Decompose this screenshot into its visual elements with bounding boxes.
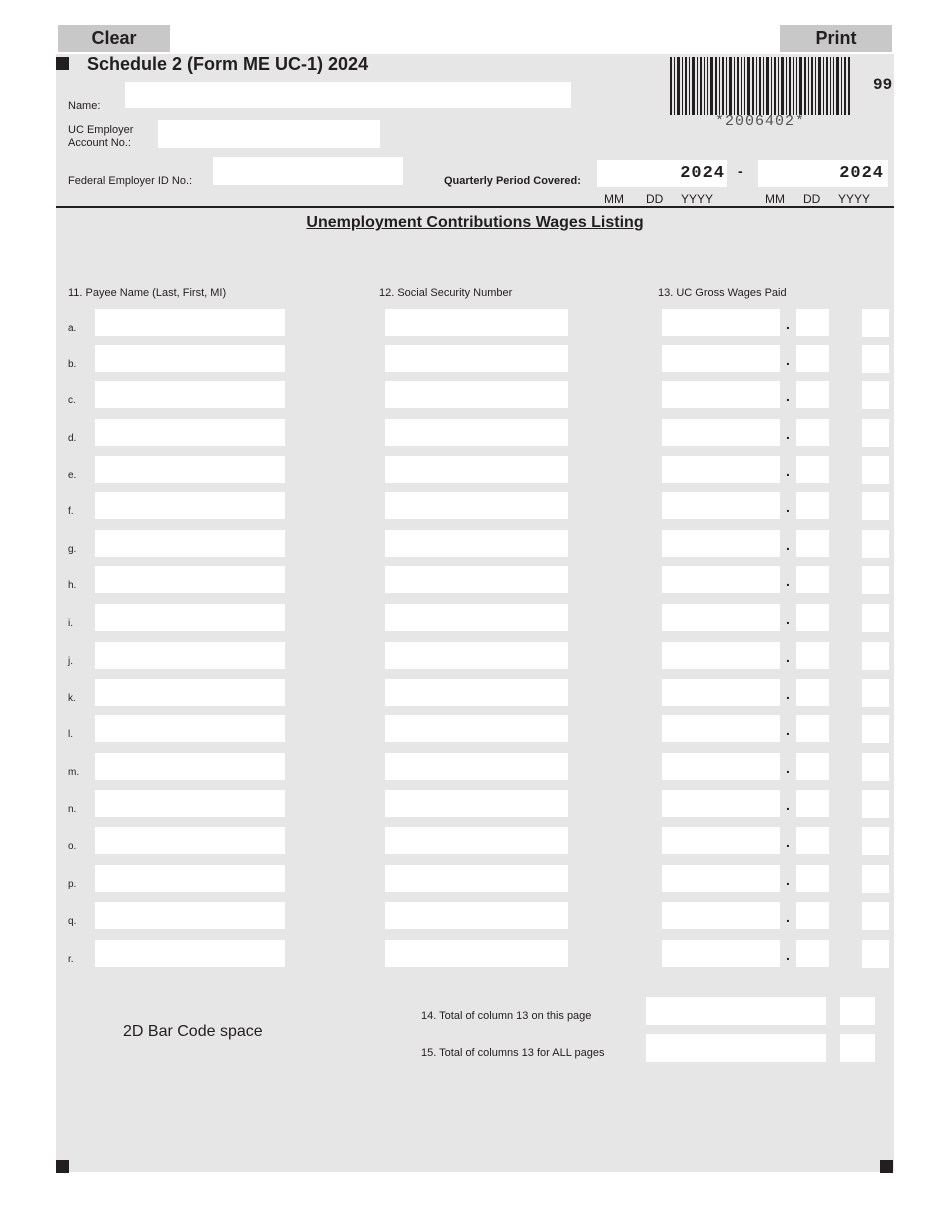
- row-extra-box[interactable]: [862, 642, 889, 670]
- ssn-input[interactable]: [385, 753, 568, 780]
- end-mm-caption: MM: [765, 192, 785, 206]
- decimal-point: .: [786, 722, 790, 738]
- payee-name-input[interactable]: [95, 566, 285, 593]
- wages-cents-input[interactable]: [796, 419, 829, 446]
- registration-mark-bottom-right: [880, 1160, 893, 1173]
- decimal-point: .: [786, 463, 790, 479]
- clear-button[interactable]: Clear: [58, 25, 170, 52]
- row-letter: j.: [68, 656, 73, 667]
- wages-cents-input[interactable]: [796, 345, 829, 372]
- row-extra-box[interactable]: [862, 309, 889, 337]
- row-letter: n.: [68, 804, 77, 815]
- start-dd-caption: DD: [646, 192, 664, 206]
- wages-cents-input[interactable]: [796, 604, 829, 631]
- row-letter: c.: [68, 395, 76, 406]
- wages-dollars-input[interactable]: [662, 309, 780, 336]
- fein-input[interactable]: [213, 157, 403, 185]
- date-range-dash: -: [738, 163, 743, 179]
- fein-label: Federal Employer ID No.:: [68, 175, 193, 187]
- ssn-input[interactable]: [385, 790, 568, 817]
- row-letter: g.: [68, 544, 77, 555]
- wages-dollars-input[interactable]: [662, 566, 780, 593]
- start-yyyy-caption: YYYY: [681, 192, 714, 206]
- row-extra-box[interactable]: [862, 530, 889, 558]
- uc-account-input[interactable]: [158, 120, 380, 148]
- row-letter: e.: [68, 470, 77, 481]
- ssn-input[interactable]: [385, 940, 568, 967]
- quarter-start-date-input[interactable]: 2024: [597, 160, 727, 187]
- end-dd-caption: DD: [803, 192, 821, 206]
- row-extra-box[interactable]: [862, 345, 889, 373]
- column-header-wages: 13. UC Gross Wages Paid: [658, 287, 787, 299]
- payee-name-input[interactable]: [95, 381, 285, 408]
- payee-name-input[interactable]: [95, 309, 285, 336]
- ssn-input[interactable]: [385, 865, 568, 892]
- row-letter: a.: [68, 323, 77, 334]
- payee-name-input[interactable]: [95, 642, 285, 669]
- decimal-point: .: [786, 388, 790, 404]
- print-button[interactable]: Print: [780, 25, 892, 52]
- ssn-input[interactable]: [385, 604, 568, 631]
- quarter-label: Quarterly Period Covered:: [444, 175, 581, 187]
- row-letter: h.: [68, 580, 77, 591]
- ssn-input[interactable]: [385, 381, 568, 408]
- ssn-input[interactable]: [385, 419, 568, 446]
- name-label: Name:: [68, 100, 101, 112]
- ssn-input[interactable]: [385, 309, 568, 336]
- row-letter: q.: [68, 916, 77, 927]
- quarter-end-date-input[interactable]: 2024: [758, 160, 888, 187]
- row-letter: p.: [68, 879, 77, 890]
- payee-name-input[interactable]: [95, 902, 285, 929]
- ssn-input[interactable]: [385, 456, 568, 483]
- payee-name-input[interactable]: [95, 530, 285, 557]
- ssn-input[interactable]: [385, 827, 568, 854]
- row-extra-box[interactable]: [862, 827, 889, 855]
- ssn-input[interactable]: [385, 642, 568, 669]
- row-letter: l.: [68, 729, 73, 740]
- wages-cents-input[interactable]: [796, 790, 829, 817]
- decimal-point: .: [786, 909, 790, 925]
- row-extra-box[interactable]: [862, 790, 889, 818]
- wages-dollars-input[interactable]: [662, 827, 780, 854]
- end-yyyy-caption: YYYY: [838, 192, 871, 206]
- decimal-point: .: [786, 872, 790, 888]
- payee-name-input[interactable]: [95, 940, 285, 967]
- name-input[interactable]: [125, 82, 571, 108]
- decimal-point: .: [786, 797, 790, 813]
- decimal-point: .: [786, 499, 790, 515]
- wages-cents-input[interactable]: [796, 865, 829, 892]
- ssn-input[interactable]: [385, 566, 568, 593]
- row-extra-box[interactable]: [862, 715, 889, 743]
- decimal-point: .: [786, 352, 790, 368]
- barcode-graphic: [670, 57, 852, 115]
- wages-dollars-input[interactable]: [662, 715, 780, 742]
- wages-cents-input[interactable]: [796, 715, 829, 742]
- payee-name-input[interactable]: [95, 345, 285, 372]
- payee-name-input[interactable]: [95, 679, 285, 706]
- payee-name-input[interactable]: [95, 827, 285, 854]
- wages-dollars-input[interactable]: [662, 419, 780, 446]
- row-extra-box[interactable]: [862, 566, 889, 594]
- decimal-point: .: [786, 834, 790, 850]
- row-extra-box[interactable]: [862, 902, 889, 930]
- payee-name-input[interactable]: [95, 790, 285, 817]
- payee-name-input[interactable]: [95, 715, 285, 742]
- row-extra-box[interactable]: [862, 456, 889, 484]
- total-line-14-label: 14. Total of column 13 on this page: [421, 1010, 592, 1022]
- total-page-cents-input[interactable]: [840, 997, 875, 1025]
- header-divider: [56, 206, 894, 208]
- wages-dollars-input[interactable]: [662, 940, 780, 967]
- ssn-input[interactable]: [385, 715, 568, 742]
- wages-dollars-input[interactable]: [662, 902, 780, 929]
- wages-dollars-input[interactable]: [662, 381, 780, 408]
- section-title: Unemployment Contributions Wages Listing: [306, 214, 644, 231]
- wages-cents-input[interactable]: [796, 940, 829, 967]
- uc-account-label-line1: UC Employer: [68, 124, 134, 136]
- payee-name-input[interactable]: [95, 753, 285, 780]
- decimal-point: .: [786, 426, 790, 442]
- registration-mark-bottom-left: [56, 1160, 69, 1173]
- ssn-input[interactable]: [385, 679, 568, 706]
- row-extra-box[interactable]: [862, 492, 889, 520]
- wages-dollars-input[interactable]: [662, 456, 780, 483]
- total-all-dollars-input[interactable]: [646, 1034, 826, 1062]
- wages-cents-input[interactable]: [796, 456, 829, 483]
- decimal-point: .: [786, 760, 790, 776]
- decimal-point: .: [786, 316, 790, 332]
- wages-dollars-input[interactable]: [662, 492, 780, 519]
- row-extra-box[interactable]: [862, 381, 889, 409]
- ssn-input[interactable]: [385, 530, 568, 557]
- barcode-space-label: 2D Bar Code space: [123, 1023, 263, 1040]
- row-letter: k.: [68, 693, 76, 704]
- page-code: 99: [873, 76, 893, 94]
- total-page-dollars-input[interactable]: [646, 997, 826, 1025]
- uc-account-label-line2: Account No.:: [68, 137, 131, 149]
- ssn-input[interactable]: [385, 492, 568, 519]
- decimal-point: .: [786, 649, 790, 665]
- wages-cents-input[interactable]: [796, 642, 829, 669]
- wages-cents-input[interactable]: [796, 827, 829, 854]
- row-extra-box[interactable]: [862, 679, 889, 707]
- payee-name-input[interactable]: [95, 604, 285, 631]
- row-letter: o.: [68, 841, 77, 852]
- wages-dollars-input[interactable]: [662, 679, 780, 706]
- wages-dollars-input[interactable]: [662, 642, 780, 669]
- page-title: Schedule 2 (Form ME UC-1) 2024: [87, 54, 369, 74]
- wages-dollars-input[interactable]: [662, 790, 780, 817]
- wages-dollars-input[interactable]: [662, 604, 780, 631]
- payee-name-input[interactable]: [95, 865, 285, 892]
- decimal-point: .: [786, 686, 790, 702]
- row-letter: r.: [68, 954, 74, 965]
- wages-cents-input[interactable]: [796, 492, 829, 519]
- wages-dollars-input[interactable]: [662, 753, 780, 780]
- wages-cents-input[interactable]: [796, 530, 829, 557]
- payee-name-input[interactable]: [95, 456, 285, 483]
- total-all-cents-input[interactable]: [840, 1034, 875, 1062]
- row-letter: f.: [68, 506, 74, 517]
- decimal-point: .: [786, 611, 790, 627]
- wages-cents-input[interactable]: [796, 679, 829, 706]
- column-header-payee: 11. Payee Name (Last, First, MI): [68, 287, 227, 299]
- row-extra-box[interactable]: [862, 604, 889, 632]
- wages-cents-input[interactable]: [796, 309, 829, 336]
- start-mm-caption: MM: [604, 192, 624, 206]
- barcode-text: *2006402*: [714, 113, 805, 130]
- row-letter: d.: [68, 433, 77, 444]
- payee-name-input[interactable]: [95, 419, 285, 446]
- ssn-input[interactable]: [385, 345, 568, 372]
- registration-mark-top-left: [56, 57, 69, 70]
- wages-dollars-input[interactable]: [662, 345, 780, 372]
- column-header-ssn: 12. Social Security Number: [379, 287, 513, 299]
- decimal-point: .: [786, 947, 790, 963]
- total-line-15-label: 15. Total of columns 13 for ALL pages: [421, 1047, 605, 1059]
- row-letter: i.: [68, 618, 73, 629]
- decimal-point: .: [786, 573, 790, 589]
- wages-cents-input[interactable]: [796, 566, 829, 593]
- row-extra-box[interactable]: [862, 865, 889, 893]
- wages-dollars-input[interactable]: [662, 865, 780, 892]
- row-letter: b.: [68, 359, 77, 370]
- payee-name-input[interactable]: [95, 492, 285, 519]
- row-extra-box[interactable]: [862, 753, 889, 781]
- row-extra-box[interactable]: [862, 940, 889, 968]
- wages-cents-input[interactable]: [796, 381, 829, 408]
- ssn-input[interactable]: [385, 902, 568, 929]
- wages-cents-input[interactable]: [796, 753, 829, 780]
- wages-cents-input[interactable]: [796, 902, 829, 929]
- row-extra-box[interactable]: [862, 419, 889, 447]
- row-letter: m.: [68, 767, 80, 778]
- wages-dollars-input[interactable]: [662, 530, 780, 557]
- decimal-point: .: [786, 537, 790, 553]
